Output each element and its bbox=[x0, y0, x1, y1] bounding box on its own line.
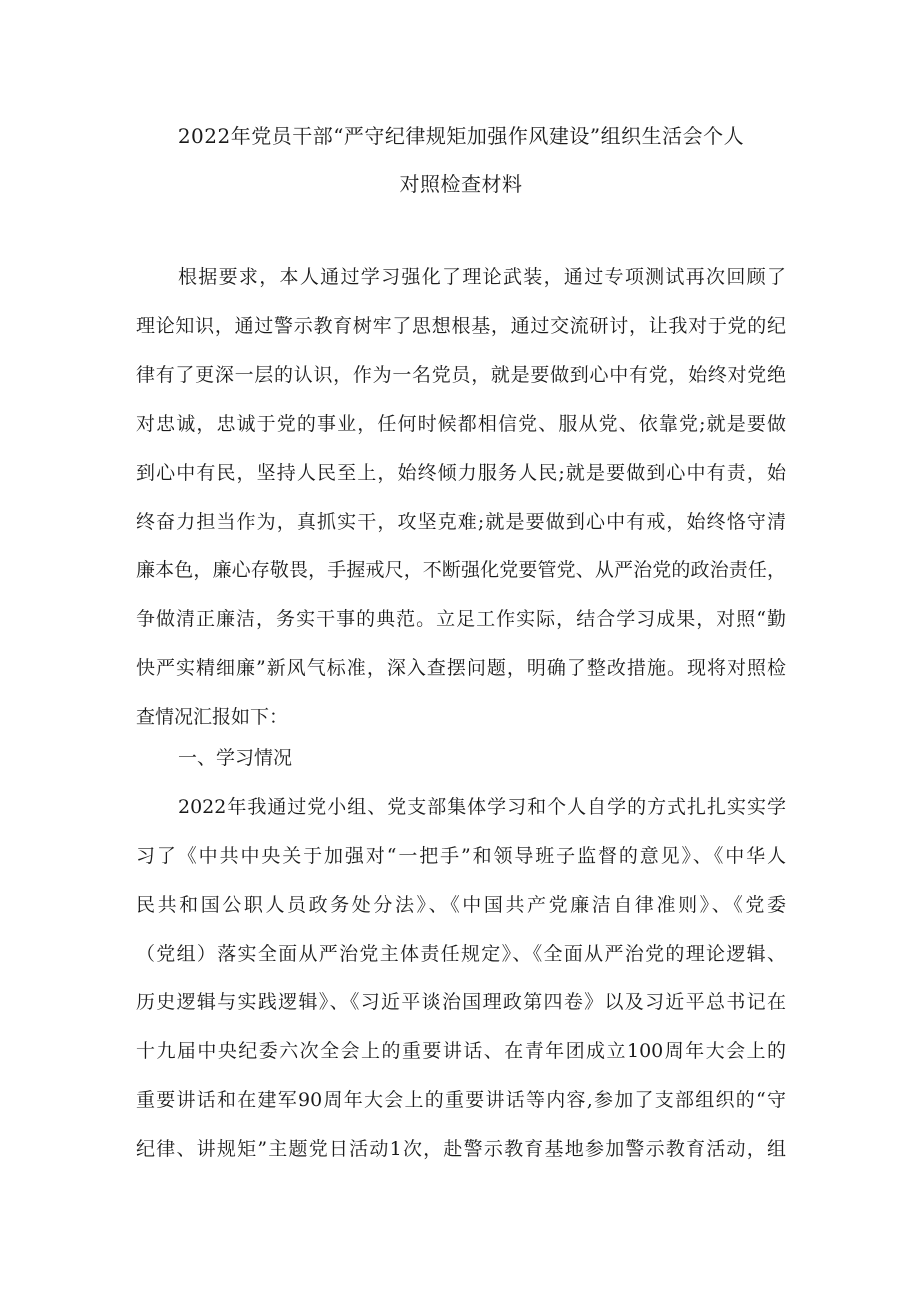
section-paragraph-line: 习了《中共中央关于加强对“一把手”和领导班子监督的意见》、《中华人 bbox=[136, 845, 786, 867]
intro-paragraph-line: 到心中有民，坚持人民至上，始终倾力服务人民;就是要做到心中有责，始 bbox=[136, 462, 786, 484]
document-title-line-2: 对照检查材料 bbox=[399, 172, 523, 196]
section-paragraph-line: （党组）落实全面从严治党主体责任规定》、《全面从严治党的理论逻辑、 bbox=[136, 943, 786, 965]
section-heading-study: 一、学习情况 bbox=[178, 747, 293, 769]
section-paragraph-line: 历史逻辑与实践逻辑》、《习近平谈治国理政第四卷》以及习近平总书记在 bbox=[136, 991, 786, 1013]
intro-paragraph-line: 对忠诚，忠诚于党的事业，任何时候都相信党、服从党、依靠党;就是要做 bbox=[136, 413, 786, 435]
intro-paragraph-line: 理论知识，通过警示教育树牢了思想根基，通过交流研讨，让我对于党的纪 bbox=[136, 315, 786, 337]
section-paragraph-line: 重要讲话和在建军90周年大会上的重要讲话等内容,参加了支部组织的“守 bbox=[136, 1089, 786, 1111]
intro-paragraph-line: 争做清正廉洁，务实干事的典范。立足工作实际，结合学习成果，对照“勤 bbox=[136, 608, 786, 630]
section-paragraph-line: 纪律、讲规矩”主题党日活动1次，赴警示教育基地参加警示教育活动，组 bbox=[136, 1138, 786, 1160]
section-paragraph-line: 十九届中央纪委六次全会上的重要讲话、在青年团成立100周年大会上的 bbox=[136, 1040, 786, 1062]
document-title-line-1: 2022年党员干部“严守纪律规矩加强作风建设”组织生活会个人 bbox=[177, 124, 745, 148]
intro-paragraph-line: 根据要求，本人通过学习强化了理论武装，通过专项测试再次回顾了 bbox=[178, 266, 786, 288]
intro-paragraph-line: 快严实精细廉”新风气标准，深入查摆问题，明确了整改措施。现将对照检 bbox=[136, 657, 786, 679]
intro-paragraph-line: 终奋力担当作为，真抓实干，攻坚克难;就是要做到心中有戒，始终恪守清 bbox=[136, 511, 786, 533]
intro-paragraph-line: 律有了更深一层的认识，作为一名党员，就是要做到心中有党，始终对党绝 bbox=[136, 364, 786, 386]
intro-paragraph-line: 查情况汇报如下： bbox=[136, 706, 289, 728]
section-paragraph-line: 2022年我通过党小组、党支部集体学习和个人自学的方式扎扎实实学 bbox=[178, 796, 786, 818]
section-paragraph-line: 民共和国公职人员政务处分法》、《中国共产党廉洁自律准则》、《党委 bbox=[136, 894, 786, 916]
intro-paragraph-line: 廉本色，廉心存敬畏，手握戒尺，不断强化党要管党、从严治党的政治责任， bbox=[136, 559, 786, 581]
